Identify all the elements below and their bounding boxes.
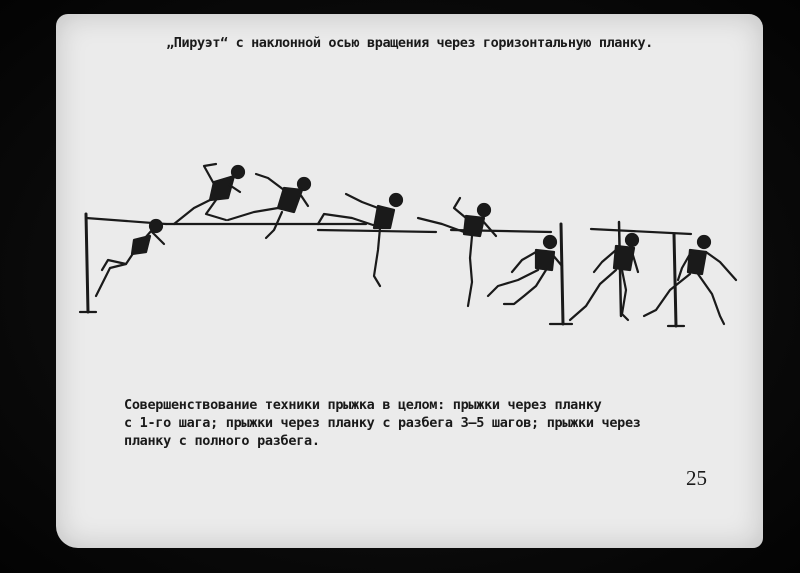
- left-upright: [86, 214, 88, 312]
- jumper-figure-8: [644, 236, 736, 324]
- right-upright-1: [561, 224, 563, 324]
- filmstrip-slide: [56, 14, 763, 548]
- jumper-figure-1: [96, 220, 164, 296]
- jumper-figure-6: [488, 236, 562, 304]
- jumper-figure-4: [318, 194, 402, 286]
- slide-title: „Пируэт“ с наклонной осью вращения через горизонтальную планку.: [166, 35, 653, 51]
- jumper-figure-2: [174, 164, 244, 224]
- caption-line-1: Совершенствование техники прыжка в целом: прыжки через планку: [124, 397, 602, 413]
- right-upright-3: [674, 234, 676, 326]
- caption-line-2: с 1-го шага; прыжки через планку с разбега 3—5 шагов; прыжки через: [124, 415, 641, 431]
- page-number: 25: [686, 466, 707, 490]
- caption-line-3: планку с полного разбега.: [124, 433, 320, 449]
- jumper-figure-5: [418, 198, 496, 306]
- jumper-figure-3: [228, 174, 310, 238]
- slide-caption: [124, 396, 704, 450]
- high-jump-illustration: [56, 14, 763, 548]
- jumper-figure-7: [570, 234, 638, 320]
